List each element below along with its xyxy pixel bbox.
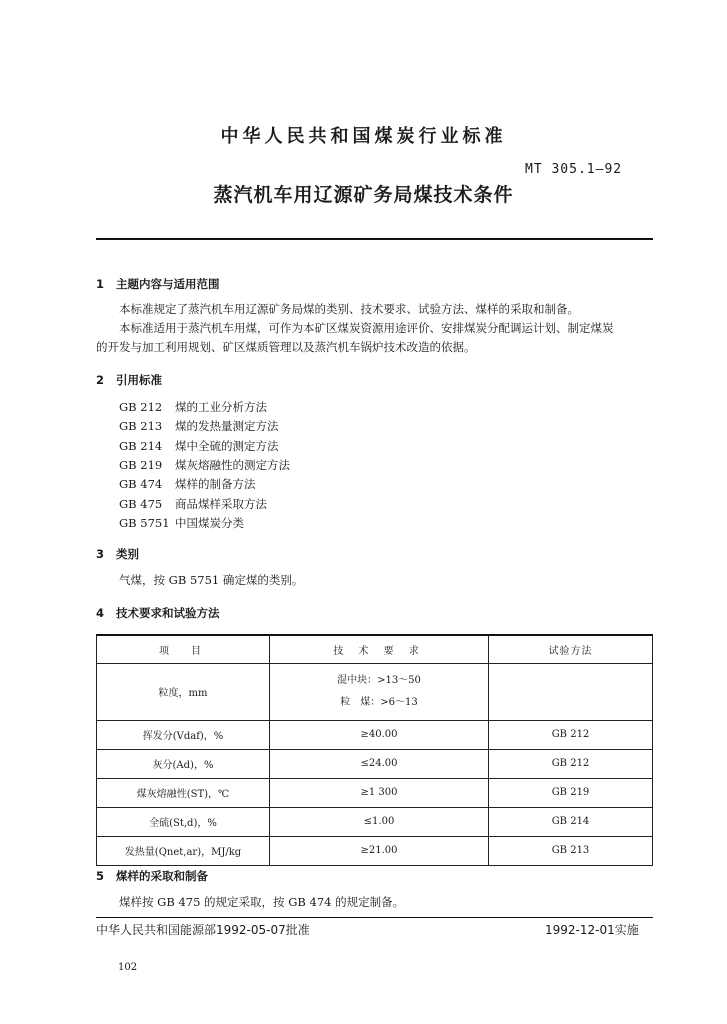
standard-org-heading: 中华人民共和国煤炭行业标准 bbox=[220, 126, 507, 147]
reference-code: GB 219 bbox=[119, 458, 163, 472]
granularity-requirement: 混中块：>13～50 bbox=[337, 674, 421, 686]
table-cell-item: 灰分(Ad)，% bbox=[97, 749, 270, 778]
reference-code: GB 5751 bbox=[119, 516, 170, 530]
column-header-requirement: 技 术 要 求 bbox=[270, 635, 489, 663]
reference-item bbox=[119, 418, 279, 434]
column-header-item: 项 目 bbox=[97, 635, 270, 663]
section-title: 煤样的采取和制备 bbox=[116, 869, 208, 883]
section-title: 类别 bbox=[116, 547, 139, 561]
section-title: 引用标准 bbox=[116, 373, 162, 387]
section-number: 1 bbox=[96, 277, 105, 291]
table-cell-requirement: ≥40.00 bbox=[270, 720, 489, 749]
reference-item bbox=[119, 496, 267, 512]
column-header-method: 试验方法 bbox=[489, 635, 653, 663]
technical-requirements-table bbox=[96, 634, 653, 866]
page-number: 102 bbox=[118, 962, 138, 973]
reference-code: GB 475 bbox=[119, 497, 163, 511]
reference-code: GB 213 bbox=[119, 419, 163, 433]
table-cell-item: 发热量(Qnet,ar)，MJ/kg bbox=[97, 836, 270, 865]
table-row bbox=[97, 749, 653, 778]
section-title: 技术要求和试验方法 bbox=[116, 606, 220, 620]
reference-name: 中国煤炭分类 bbox=[175, 516, 244, 530]
table-cell-method: GB 214 bbox=[489, 807, 653, 836]
reference-name: 煤的工业分析方法 bbox=[175, 400, 267, 414]
table-cell-item: 煤灰熔融性(ST)，℃ bbox=[97, 778, 270, 807]
table-cell-method bbox=[489, 663, 653, 720]
table-row bbox=[97, 807, 653, 836]
table-row bbox=[97, 663, 653, 720]
table-cell-requirement: ≥21.00 bbox=[270, 836, 489, 865]
section-3-paragraph: 气煤，按 GB 5751 确定煤的类别。 bbox=[119, 573, 304, 587]
reference-name: 煤中全硫的测定方法 bbox=[175, 439, 279, 453]
reference-name: 煤灰熔融性的测定方法 bbox=[175, 458, 290, 472]
table-cell-requirement bbox=[270, 663, 489, 720]
reference-code: GB 212 bbox=[119, 400, 163, 414]
section-number: 3 bbox=[96, 547, 105, 561]
section-1-paragraph-2-cont: 的开发与加工利用规划、矿区煤质管理以及蒸汽机车锅炉技术改造的依据。 bbox=[96, 340, 476, 354]
section-number: 5 bbox=[96, 869, 105, 883]
table-row bbox=[97, 836, 653, 865]
footer-divider bbox=[96, 917, 653, 918]
reference-item bbox=[119, 457, 290, 473]
table-cell-item: 全硫(St,d)，% bbox=[97, 807, 270, 836]
reference-code: GB 214 bbox=[119, 439, 163, 453]
effective-date: 1992-12-01实施 bbox=[545, 923, 639, 937]
section-3-heading bbox=[96, 546, 139, 562]
reference-code: GB 474 bbox=[119, 477, 163, 491]
reference-item bbox=[119, 399, 267, 415]
table-cell-requirement: ≤1.00 bbox=[270, 807, 489, 836]
document-title: 蒸汽机车用辽源矿务局煤技术条件 bbox=[213, 184, 514, 206]
reference-item bbox=[119, 476, 256, 492]
table-cell-method: GB 212 bbox=[489, 720, 653, 749]
section-5-heading bbox=[96, 868, 208, 884]
granularity-requirement: 粒 煤：>6～13 bbox=[340, 696, 418, 708]
section-1-paragraph-1: 本标准规定了蒸汽机车用辽源矿务局煤的类别、技术要求、试验方法、煤样的采取和制备。 bbox=[119, 302, 579, 316]
section-number: 2 bbox=[96, 373, 105, 387]
table-cell-method: GB 219 bbox=[489, 778, 653, 807]
standard-number: MT 305.1—92 bbox=[525, 162, 623, 177]
table-cell-requirement: ≤24.00 bbox=[270, 749, 489, 778]
section-title: 主题内容与适用范围 bbox=[116, 277, 220, 291]
reference-item bbox=[119, 438, 279, 454]
section-number: 4 bbox=[96, 606, 105, 620]
table-cell-requirement: ≥1 300 bbox=[270, 778, 489, 807]
section-2-heading bbox=[96, 372, 162, 388]
table-cell-item: 粒度，mm bbox=[97, 663, 270, 720]
table-row bbox=[97, 720, 653, 749]
approval-note: 中华人民共和国能源部1992-05-07批准 bbox=[96, 923, 310, 937]
reference-item bbox=[119, 515, 244, 531]
section-4-heading bbox=[96, 605, 220, 621]
reference-name: 煤的发热量测定方法 bbox=[175, 419, 279, 433]
section-1-heading bbox=[96, 276, 220, 292]
table-cell-item: 挥发分(Vdaf)，% bbox=[97, 720, 270, 749]
section-1-paragraph-2: 本标准适用于蒸汽机车用煤，可作为本矿区煤炭资源用途评价、安排煤炭分配调运计划、制定煤炭 bbox=[119, 321, 614, 335]
table-cell-method: GB 213 bbox=[489, 836, 653, 865]
reference-name: 煤样的制备方法 bbox=[175, 477, 256, 491]
table-cell-method: GB 212 bbox=[489, 749, 653, 778]
reference-name: 商品煤样采取方法 bbox=[175, 497, 267, 511]
section-5-paragraph: 煤样按 GB 475 的规定采取，按 GB 474 的规定制备。 bbox=[119, 895, 405, 909]
table-row bbox=[97, 778, 653, 807]
table-header-row bbox=[97, 635, 653, 663]
title-divider bbox=[96, 238, 653, 240]
